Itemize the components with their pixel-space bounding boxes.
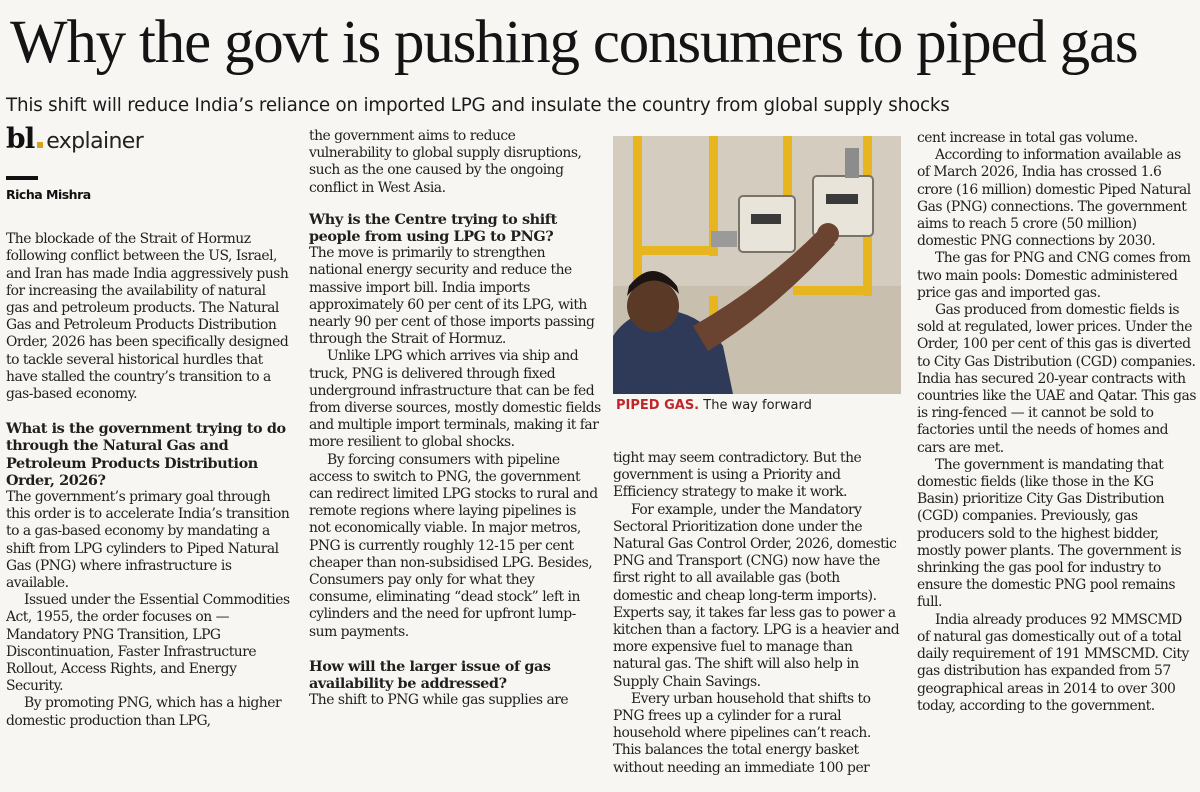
paragraph-gap: [309, 197, 601, 211]
column-1: [6, 122, 292, 730]
section-question-heading: How will the larger issue of gas availability be addressed?: [309, 657, 551, 693]
body-paragraph: The move is primarily to strengthen national energy security and reduce the massive import bill. India imports approximately 60 per cent of its LPG, with nearly 90 per cent of those imports passing through the Strait of Hormuz.: [309, 245, 595, 348]
column-4: [917, 130, 1197, 715]
body-paragraph: By promoting PNG, which has a higher domestic production than LPG,: [6, 695, 282, 729]
brand-label: explainer: [46, 129, 144, 154]
body-paragraph: The government is mandating that domestic fields (like those in the KG Basin) prioritize City Gas Distribution (CGD) companies. Previously, gas producers sold to the highest bidder, mostly power plants. The government is shrinking the gas pool for industry to ensure the domestic PNG pool remains full.: [917, 456, 1182, 611]
paragraph-gap: [6, 403, 292, 420]
body-paragraph: cent increase in total gas volume.: [917, 130, 1138, 146]
section-question-heading: What is the government trying to do through the Natural Gas and Petroleum Products Distribution Order, 2026?: [6, 420, 286, 489]
deck-subheadline: This shift will reduce India’s reliance on imported LPG and insulate the country from global supply shocks: [6, 95, 950, 116]
section-question-heading: Why is the Centre trying to shift people from using LPG to PNG?: [309, 210, 557, 246]
body-paragraph: the government aims to reduce vulnerability to global supply disruptions, such as the one caused by the ongoing conflict in West Asia.: [309, 128, 582, 196]
body-paragraph: The government’s primary goal through this order is to accelerate India’s transition to a gas-based economy by mandating a shift from LPG cylinders to Piped Natural Gas (PNG) where infrastructure is available.: [6, 489, 290, 592]
column-1-body: [6, 231, 292, 730]
brand-dot-icon: [37, 142, 43, 148]
paragraph-gap: [309, 641, 601, 658]
body-paragraph: The gas for PNG and CNG comes from two main pools: Domestic administered price gas and imported gas.: [917, 250, 1191, 301]
body-paragraph: The blockade of the Strait of Hormuz following conflict between the US, Israel, and Iran has made India aggressively push for increasing the availability of natural gas and petroleum products. The Natural Gas and Petroleum Products Distribution Order, 2026 has been specifically designed to tackle several historical hurdles that have stalled the country’s transition to a gas-based economy.: [6, 231, 289, 403]
body-paragraph: The shift to PNG while gas supplies are: [309, 692, 569, 709]
body-paragraph: Issued under the Essential Commodities Act, 1955, the order focuses on — Mandatory PNG Transition, LPG Discontinuation, Faster Infrastructure Rollout, Access Rights, and Energy Security.: [6, 592, 290, 695]
body-paragraph: Unlike LPG which arrives via ship and truck, PNG is delivered through fixed underground infrastructure that can be fed from diverse sources, mostly domestic fields and multiple import terminals, making it far more resilient to global shocks.: [309, 348, 601, 451]
body-paragraph: According to information available as of March 2026, India has crossed 1.6 crore (16 million) domestic Piped Natural Gas (PNG) connections. The government aims to reach 5 crore (50 million) domestic PNG connections by 2030.: [917, 147, 1191, 250]
photo-piped-gas: [613, 136, 901, 394]
caption-text: The way forward: [699, 398, 812, 413]
brand-prefix: bl: [6, 122, 35, 155]
body-paragraph: Gas produced from domestic fields is sold at regulated, lower prices. Under the Order, 100 per cent of this gas is diverted to City Gas Distribution (CGD) companies. India has secured 20-year contracts with countries like the UAE and Qatar. This gas is ring-fenced — it cannot be sold to factories until the needs of homes and cars are met.: [917, 302, 1196, 456]
headline: Why the govt is pushing consumers to piped gas: [10, 9, 1138, 76]
byline: Richa Mishra: [6, 187, 91, 202]
column-2: [309, 128, 601, 710]
body-paragraph: India already produces 92 MMSCMD of natural gas domestically out of a total daily requirement of 191 MMSCMD. City gas distribution has expanded from 57 geographical areas in 2014 to over 300 today, according to the government.: [917, 611, 1189, 714]
body-paragraph: tight may seem contradictory. But the government is using a Priority and Efficiency strategy to make it work.: [613, 450, 862, 501]
piped-gas-photo-illustration: [613, 136, 901, 394]
byline-rule: [6, 176, 38, 180]
brand-logo: [6, 122, 292, 174]
photo-caption: [616, 398, 904, 413]
caption-tag: PIPED GAS.: [616, 398, 700, 413]
column-3: [613, 450, 901, 777]
body-paragraph: For example, under the Mandatory Sectoral Prioritization done under the Natural Gas Control Order, 2026, domestic PNG and Transport (CNG) now have the first right to all available gas (both domestic and cheap long-term imports). Experts say, it takes far less gas to power a kitchen than a factory. LPG is a heavier and more expensive fuel to manage than natural gas. The shift will also help in Supply Chain Savings.: [613, 501, 900, 690]
body-paragraph: Every urban household that shifts to PNG frees up a cylinder for a rural household where pipelines can’t reach. This balances the total energy basket without needing an immediate 100 per: [613, 690, 871, 776]
body-paragraph: By forcing consumers with pipeline access to switch to PNG, the government can redirect limited LPG stocks to rural and remote regions where laying pipelines is not economically viable. In major metros, PNG is currently roughly 12-15 per cent cheaper than non-subsidised LPG. Besides, Consumers pay only for what they consume, eliminating “dead stock” left in cylinders and the need for upfront lump-sum payments.: [309, 451, 598, 640]
